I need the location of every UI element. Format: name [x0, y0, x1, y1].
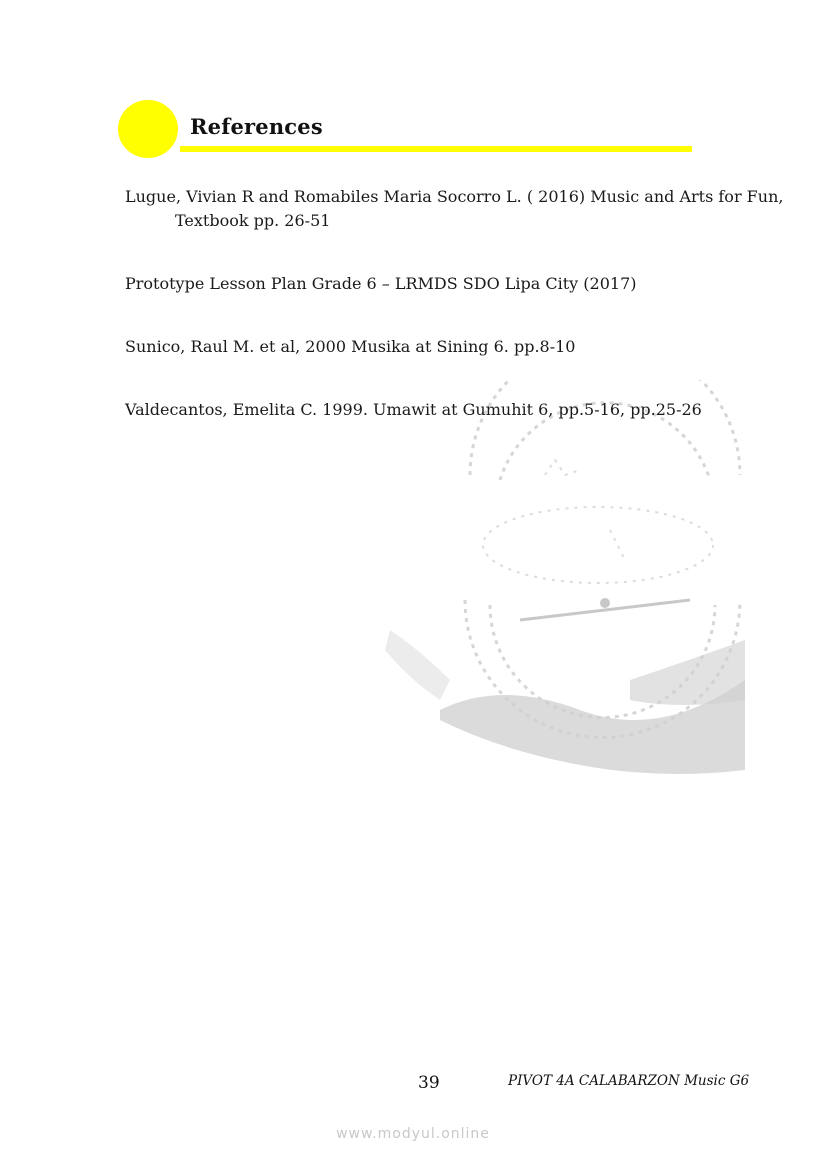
- site-watermark: www.modyul.online: [336, 1126, 490, 1142]
- heading-marker-icon: [118, 100, 178, 158]
- footer-title: PIVOT 4A CALABARZON Music G6: [508, 1073, 750, 1089]
- reference-item: Prototype Lesson Plan Grade 6 – LRMDS SDO Lipa City (2017): [125, 274, 637, 293]
- reference-item: Valdecantos, Emelita C. 1999. Umawit at Gumuhit 6, pp.5-16, pp.25-26: [125, 400, 702, 419]
- section-title: References: [190, 114, 323, 139]
- reference-item: Lugue, Vivian R and Romabiles Maria Socorro L. ( 2016) Music and Arts for Fun, Textbook pp. 26-51: [125, 187, 784, 230]
- seal-watermark-icon: [380, 380, 750, 780]
- reference-item: Sunico, Raul M. et al, 2000 Musika at Sining 6. pp.8-10: [125, 337, 576, 356]
- page-number: 39: [418, 1073, 440, 1093]
- heading-underline: [180, 146, 692, 152]
